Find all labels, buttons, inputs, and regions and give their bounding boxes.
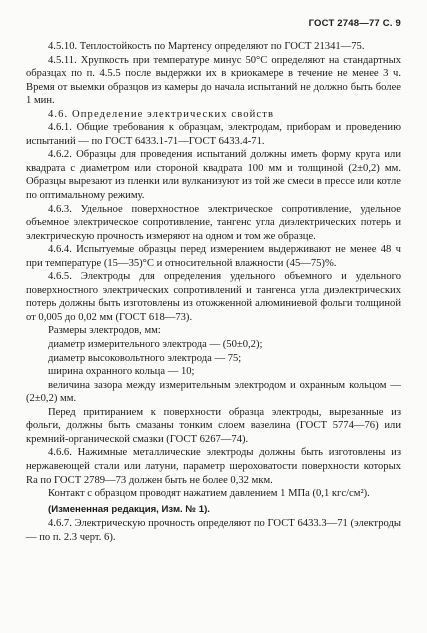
section-heading-4-6: 4.6. Определение электрических свойств	[48, 108, 275, 120]
paragraph-4-6-7: 4.6.7. Электрическую прочность определяют по ГОСТ 6433.3—71 (электроды — по п. 2.3 черт. 6).	[26, 518, 401, 543]
paragraph-4-5-11: 4.5.11. Хрупкость при температуре минус 50°С определяют на стандартных образцах по п. 4.5.5 после выдержки их в криокамере в течение не менее 3 ч. Время от выемки образцов из камеры до начала испытаний не должно быть более 1 мин.	[26, 54, 401, 107]
paragraph-4-6-3: 4.6.3. Удельное поверхностное электрическое сопротивление, удельное объемное электрическое сопротивление, тангенс угла диэлектрических потерь и электрическую прочность измеряют на одном и том же образце.	[26, 203, 401, 242]
page-number: С. 9	[382, 18, 401, 29]
list-item: величина зазора между измерительным электродом и охранным кольцом — (2±0,2) мм.	[26, 379, 401, 405]
paragraph-4-6-6: 4.6.6. Нажимные металлические электроды должны быть изготовлены из нержавеющей стали или латуни, параметр шероховатости поверхности которых Ra по ГОСТ 2789—73 должен быть не более 0,32 мкм.	[26, 447, 401, 486]
amendment-note: (Измененная редакция, Изм. № 1).	[48, 503, 210, 515]
paragraph-4-5-10: 4.5.10. Теплостойкость по Мартенсу определяют по ГОСТ 21341—75.	[48, 41, 365, 52]
paragraph-4-6-2: 4.6.2. Образцы для проведения испытаний должны иметь форму круга или квадрата с диаметром или стороной квадрата 100 мм и толщиной (2±0,2) мм. Образцы вырезают из пленки или вулканизуют из той же смеси в прессе или котле по оптимальному режиму.	[26, 149, 401, 202]
standard-number: ГОСТ 2748—77	[308, 18, 380, 29]
list-item: диаметр высоковольтного электрода — 75;	[48, 352, 242, 364]
paragraph-contact-pressure: Контакт с образцом проводят нажатием давлением 1 МПа (0,1 кгс/см²).	[48, 488, 370, 500]
list-item: ширина охранного кольца — 10;	[48, 366, 195, 378]
document-body	[26, 40, 401, 544]
paragraph-4-6-4: 4.6.4. Испытуемые образцы перед измерением выдерживают не менее 48 ч при температуре (15—35)°С и относительной влажности (45—75)%.	[26, 244, 401, 269]
electrode-sizes-intro: Размеры электродов, мм:	[48, 325, 161, 337]
page-header	[309, 18, 401, 29]
list-item: диаметр измерительного электрода — (50±0,2);	[48, 339, 263, 351]
paragraph-4-6-1: 4.6.1. Общие требования к образцам, электродам, приборам и проведению испытаний — по ГОСТ 6433.1-71—ГОСТ 6433.4-71.	[26, 122, 401, 147]
paragraph-foil-electrodes: Перед притиранием к поверхности образца электроды, вырезанные из фольги, должны быть смазаны тонким слоем вазелина (ГОСТ 5774—76) или кремний-органической смазки (ГОСТ 6267—74).	[26, 406, 401, 445]
paragraph-4-6-5: 4.6.5. Электроды для определения удельного объемного и удельного поверхностного электрических сопротивлений и тангенса угла диэлектрических потерь должны быть изготовлены из отожженной алюминиевой фольги толщиной от 0,005 до 0,02 мм (ГОСТ 618—73).	[26, 271, 401, 323]
